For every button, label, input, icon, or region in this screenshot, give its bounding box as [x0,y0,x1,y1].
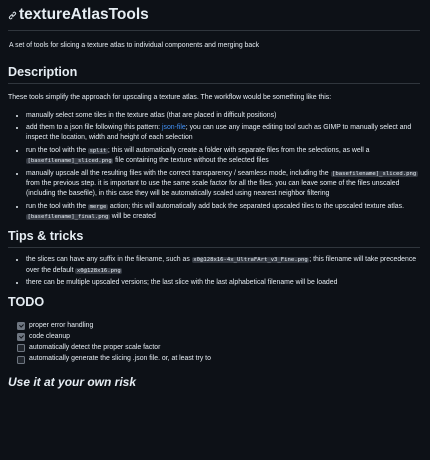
link-anchor-icon[interactable] [8,9,19,21]
tips-section [8,228,420,288]
inline-code: x0@128x16-4x_UltraFArt_v3_Fine.png [193,257,308,264]
json-file-link[interactable]: json-file [161,124,186,132]
risk-heading: Use it at your own risk [8,375,137,390]
list-item: • run the tool with the split ; this will automatically create a folder with separate files from the selections, as well a [basefilename]_sliced.png file containing the texture without the selected files [26,146,420,167]
task-label: code cleanup [29,332,70,340]
inline-code: [basefilename]_sliced.png [332,170,417,177]
task-checkbox[interactable] [17,333,25,341]
list-item: • there can be multiple upscaled versions; the last slice with the last alphabetical filename will be loaded [26,278,420,288]
task-checkbox[interactable] [17,356,25,364]
tips-list [8,255,420,288]
list-item: • the slices can have any suffix in the filename, such as x0@128x16-4x_UltraFArt_v3_Fine.png ; this filename will take precedence over the default x0@128x16.png [26,255,420,276]
list-item: • manually select some tiles in the texture atlas (that are placed in difficult positions) [26,111,420,121]
todo-section [8,294,420,365]
task-label: proper error handling [29,321,94,329]
task-item [17,332,420,343]
task-item [17,343,420,354]
inline-code: [basefilename]_sliced.png [27,158,112,165]
list-item: • manually upscale all the resulting files with the correct transparency / seamless mode, including the [basefilename]_sliced.png from the previous step. it is important to use the same scale factor for all the files. you can leave some of the files unscaled (including the basefile), in this case they will be automatically scaled using nearest neighbor filtering [26,169,420,200]
inline-code: [basefilename]_final.png [27,213,109,220]
task-checkbox[interactable] [17,322,25,330]
inline-code: x0@128x16.png [76,267,121,274]
list-item: • add them to a json file following this pattern: json-file; you can use any image editing tool such as GIMP to manually select and inspect the location, width and height of each selection [26,123,420,144]
workflow-list [8,111,420,223]
task-checkbox[interactable] [17,344,25,352]
page-title [8,3,420,31]
task-label: automatically generate the slicing .json file. or, at least try to [29,355,211,363]
todo-heading: TODO [8,295,45,310]
description-section [8,64,420,222]
intro-text: A set of tools for slicing a texture atlas to individual components and merging back [9,42,260,49]
inline-code: merge [89,203,107,210]
link-icon [8,11,17,20]
task-label: automatically detect the proper scale factor [29,344,161,352]
task-item [17,354,420,365]
description-intro: These tools simplify the approach for upscaling a texture atlas. The workflow would be something like this: [8,94,332,102]
description-heading: Description [8,64,420,84]
tips-heading: Tips & tricks [8,228,420,248]
list-item: • run the tool with the merge action; this will automatically add back the separated upscaled tiles to the upscaled texture atlas. [basefilename]_final.png will be created [26,202,420,223]
todo-list [8,320,420,365]
inline-code: split [89,147,107,154]
title-text: textureAtlasTools [19,6,149,23]
task-item [17,320,420,331]
